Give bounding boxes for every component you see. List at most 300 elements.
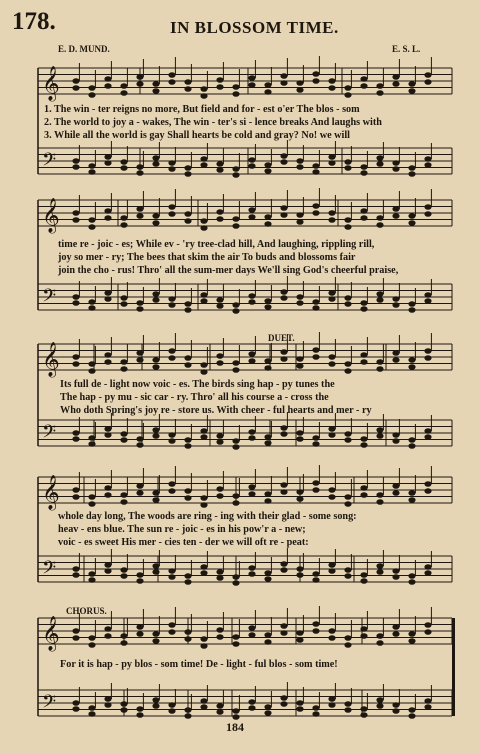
note-head xyxy=(312,169,319,175)
note-head xyxy=(280,561,287,567)
note-head xyxy=(280,701,287,707)
note-head xyxy=(280,489,287,495)
note-head xyxy=(424,292,431,298)
note-head xyxy=(120,165,127,171)
note-head xyxy=(88,501,95,507)
note-head xyxy=(424,629,431,635)
note-head xyxy=(72,700,79,706)
words-credit: E. D. MUND. xyxy=(58,44,110,54)
note-head xyxy=(424,72,431,78)
note-head xyxy=(392,166,399,172)
note-head xyxy=(216,634,223,640)
note-head xyxy=(168,629,175,635)
note-head xyxy=(424,428,431,434)
note-head xyxy=(328,354,335,360)
note-head xyxy=(168,348,175,354)
note-head xyxy=(104,568,111,574)
lyric-line: heav - ens blue. The sun re - joic - es in his pow'r a - new; xyxy=(58,524,306,535)
note-head xyxy=(424,162,431,168)
note-head xyxy=(104,76,111,82)
note-head xyxy=(184,355,191,361)
chorus-marker: CHORUS. xyxy=(66,606,107,616)
note-head xyxy=(184,211,191,217)
note-head xyxy=(184,307,191,313)
note-head xyxy=(184,165,191,171)
note-head xyxy=(248,571,255,577)
note-head xyxy=(248,435,255,441)
duet-marker: DUET. xyxy=(268,333,295,343)
note-head xyxy=(120,431,127,437)
note-head xyxy=(216,360,223,366)
note-head xyxy=(248,705,255,711)
note-head xyxy=(216,84,223,90)
note-head xyxy=(296,572,303,578)
lyric-line: 1. The win - ter reigns no more, But field and for - est o'er The blos - som xyxy=(44,104,360,115)
note-head xyxy=(168,438,175,444)
note-head xyxy=(264,89,271,95)
note-head xyxy=(328,85,335,91)
note-head xyxy=(296,637,303,643)
note-head xyxy=(344,431,351,437)
note-head xyxy=(136,300,143,306)
note-head xyxy=(152,703,159,709)
note-head xyxy=(344,159,351,165)
note-head xyxy=(216,627,223,633)
note-head xyxy=(264,221,271,227)
note-head xyxy=(136,442,143,448)
note-head xyxy=(88,361,95,367)
note-head xyxy=(248,625,255,631)
note-head xyxy=(408,220,415,226)
note-head xyxy=(280,567,287,573)
note-head xyxy=(376,291,383,297)
note-head xyxy=(152,88,159,94)
note-head xyxy=(152,427,159,433)
note-head xyxy=(248,82,255,88)
note-head xyxy=(120,707,127,713)
note-head xyxy=(72,158,79,164)
note-head xyxy=(408,497,415,503)
note-head xyxy=(152,364,159,370)
note-head xyxy=(248,491,255,497)
note-head xyxy=(392,206,399,212)
note-head xyxy=(376,359,383,365)
note-head xyxy=(232,500,239,506)
note-head xyxy=(88,711,95,717)
note-head xyxy=(216,569,223,575)
note-head xyxy=(248,299,255,305)
note-head xyxy=(312,441,319,447)
note-head xyxy=(232,493,239,499)
lyric-line: Who doth Spring's joy re - store us. With cheer - ful hearts and mer - ry xyxy=(60,405,372,416)
note-head xyxy=(216,216,223,222)
bass-clef: 𝄢 xyxy=(42,558,57,583)
note-head xyxy=(136,81,143,87)
note-head xyxy=(296,363,303,369)
note-head xyxy=(152,697,159,703)
note-head xyxy=(216,433,223,439)
note-head xyxy=(280,695,287,701)
note-head xyxy=(104,359,111,365)
note-head xyxy=(328,426,335,432)
note-head xyxy=(264,162,271,168)
note-head xyxy=(200,434,207,440)
note-head xyxy=(424,564,431,570)
note-head xyxy=(88,705,95,711)
note-head xyxy=(296,566,303,572)
note-head xyxy=(424,211,431,217)
note-head xyxy=(328,432,335,438)
note-head xyxy=(216,167,223,173)
note-head xyxy=(312,487,319,493)
note-head xyxy=(360,706,367,712)
note-head xyxy=(264,214,271,220)
note-head xyxy=(120,640,127,646)
note-head xyxy=(136,483,143,489)
note-head xyxy=(232,308,239,314)
note-head xyxy=(168,432,175,438)
note-head xyxy=(360,712,367,718)
note-head xyxy=(88,577,95,583)
note-head xyxy=(120,83,127,89)
note-head xyxy=(88,635,95,641)
note-head xyxy=(376,90,383,96)
note-head xyxy=(152,213,159,219)
note-head xyxy=(200,298,207,304)
note-head xyxy=(136,213,143,219)
note-head xyxy=(264,710,271,716)
note-head xyxy=(232,438,239,444)
note-head xyxy=(200,698,207,704)
note-head xyxy=(72,361,79,367)
note-head xyxy=(424,488,431,494)
note-head xyxy=(328,562,335,568)
note-head xyxy=(424,79,431,85)
note-head xyxy=(328,628,335,634)
note-head xyxy=(296,212,303,218)
note-head xyxy=(72,494,79,500)
note-head xyxy=(264,498,271,504)
note-head xyxy=(328,296,335,302)
note-head xyxy=(344,567,351,573)
note-head xyxy=(360,359,367,365)
note-head xyxy=(296,489,303,495)
note-head xyxy=(88,571,95,577)
note-head xyxy=(312,354,319,360)
note-head xyxy=(248,565,255,571)
treble-clef: 𝄞 xyxy=(42,475,60,510)
note-head xyxy=(72,706,79,712)
note-head xyxy=(312,571,319,577)
note-head xyxy=(72,354,79,360)
note-head xyxy=(136,436,143,442)
note-head xyxy=(296,80,303,86)
note-head xyxy=(104,352,111,358)
note-head xyxy=(136,624,143,630)
note-head xyxy=(72,164,79,170)
note-head xyxy=(312,210,319,216)
note-head xyxy=(296,294,303,300)
note-head xyxy=(408,171,415,177)
note-head xyxy=(296,700,303,706)
note-head xyxy=(296,164,303,170)
note-head xyxy=(136,306,143,312)
note-head xyxy=(376,83,383,89)
note-head xyxy=(136,206,143,212)
note-head xyxy=(72,635,79,641)
note-head xyxy=(312,621,319,627)
note-head xyxy=(104,492,111,498)
note-head xyxy=(376,155,383,161)
note-head xyxy=(408,437,415,443)
note-head xyxy=(88,85,95,91)
lyric-line: The hap - py mu - sic car - ry. Thro' all his course a - cross the xyxy=(60,392,329,403)
note-head xyxy=(280,205,287,211)
note-head xyxy=(408,213,415,219)
note-head xyxy=(72,300,79,306)
note-head xyxy=(168,622,175,628)
note-head xyxy=(344,701,351,707)
note-head xyxy=(392,574,399,580)
note-head xyxy=(280,73,287,79)
note-head xyxy=(264,440,271,446)
note-head xyxy=(72,628,79,634)
note-head xyxy=(264,576,271,582)
note-head xyxy=(168,302,175,308)
page-number: 184 xyxy=(226,720,244,734)
note-head xyxy=(376,161,383,167)
note-head xyxy=(232,360,239,366)
note-head xyxy=(248,157,255,163)
note-head xyxy=(152,638,159,644)
note-head xyxy=(392,74,399,80)
note-head xyxy=(152,497,159,503)
treble-clef: 𝄞 xyxy=(42,342,60,377)
note-head xyxy=(408,81,415,87)
note-head xyxy=(200,495,207,501)
note-head xyxy=(104,215,111,221)
note-head xyxy=(280,482,287,488)
note-head xyxy=(280,356,287,362)
note-head xyxy=(88,305,95,311)
note-head xyxy=(312,71,319,77)
note-head xyxy=(72,572,79,578)
note-head xyxy=(152,81,159,87)
note-head xyxy=(216,77,223,83)
note-head xyxy=(392,160,399,166)
note-head xyxy=(360,208,367,214)
note-head xyxy=(296,706,303,712)
note-head xyxy=(72,430,79,436)
note-head xyxy=(392,483,399,489)
note-head xyxy=(136,712,143,718)
note-head xyxy=(136,74,143,80)
note-head xyxy=(216,303,223,309)
note-head xyxy=(280,623,287,629)
note-head xyxy=(104,626,111,632)
note-head xyxy=(344,217,351,223)
note-head xyxy=(392,708,399,714)
note-head xyxy=(264,570,271,576)
lyric-line: joy so mer - ry; The bees that skim the air To buds and blossoms fair xyxy=(58,252,356,263)
note-head xyxy=(264,434,271,440)
treble-clef: 𝄞 xyxy=(42,66,60,101)
note-head xyxy=(120,573,127,579)
note-head xyxy=(168,568,175,574)
treble-clef: 𝄞 xyxy=(42,616,60,651)
note-head xyxy=(328,154,335,160)
note-head xyxy=(408,713,415,719)
note-head xyxy=(280,630,287,636)
note-head xyxy=(120,159,127,165)
note-head xyxy=(344,642,351,648)
note-head xyxy=(184,707,191,713)
note-head xyxy=(264,365,271,371)
note-head xyxy=(232,580,239,586)
note-head xyxy=(312,163,319,169)
hymn-title: IN BLOSSOM TIME. xyxy=(170,18,339,37)
note-head xyxy=(360,300,367,306)
note-head xyxy=(104,702,111,708)
note-head xyxy=(232,574,239,580)
note-head xyxy=(152,490,159,496)
note-head xyxy=(408,490,415,496)
note-head xyxy=(392,350,399,356)
note-head xyxy=(168,211,175,217)
note-head xyxy=(104,426,111,432)
note-head xyxy=(216,709,223,715)
note-head xyxy=(328,160,335,166)
note-head xyxy=(168,160,175,166)
note-head xyxy=(120,567,127,573)
note-head xyxy=(376,366,383,372)
note-head xyxy=(200,162,207,168)
note-head xyxy=(392,357,399,363)
note-head xyxy=(120,215,127,221)
note-head xyxy=(200,704,207,710)
note-head xyxy=(200,292,207,298)
note-head xyxy=(232,172,239,178)
note-head xyxy=(184,488,191,494)
note-head xyxy=(344,85,351,91)
note-head xyxy=(312,628,319,634)
note-head xyxy=(376,633,383,639)
note-head xyxy=(72,436,79,442)
note-head xyxy=(248,214,255,220)
note-head xyxy=(88,92,95,98)
note-head xyxy=(280,212,287,218)
note-head xyxy=(200,225,207,231)
music-credit: E. S. L. xyxy=(392,44,421,54)
note-head xyxy=(360,83,367,89)
note-head xyxy=(104,485,111,491)
note-head xyxy=(232,367,239,373)
note-head xyxy=(248,75,255,81)
note-head xyxy=(312,78,319,84)
note-head xyxy=(360,76,367,82)
note-head xyxy=(408,579,415,585)
note-head xyxy=(424,348,431,354)
note-head xyxy=(184,171,191,177)
note-head xyxy=(296,356,303,362)
note-head xyxy=(296,87,303,93)
note-head xyxy=(264,632,271,638)
lyric-line: Its full de - light now voic - es. The birds sing hap - py tunes the xyxy=(60,379,335,390)
note-head xyxy=(72,210,79,216)
note-head xyxy=(424,204,431,210)
note-head xyxy=(136,164,143,170)
note-head xyxy=(152,220,159,226)
note-head xyxy=(280,431,287,437)
note-head xyxy=(376,215,383,221)
note-head xyxy=(152,357,159,363)
note-head xyxy=(424,704,431,710)
note-head xyxy=(200,369,207,375)
note-head xyxy=(376,492,383,498)
note-head xyxy=(136,357,143,363)
note-head xyxy=(104,562,111,568)
note-head xyxy=(120,366,127,372)
note-head xyxy=(360,436,367,442)
note-head xyxy=(88,441,95,447)
note-head xyxy=(312,577,319,583)
note-head xyxy=(152,563,159,569)
note-head xyxy=(328,568,335,574)
note-head xyxy=(264,491,271,497)
note-head xyxy=(184,629,191,635)
note-head xyxy=(360,442,367,448)
note-head xyxy=(360,626,367,632)
note-head xyxy=(424,355,431,361)
note-head xyxy=(296,630,303,636)
lyric-line: 2. The world to joy a - wakes, The win - ter's si - lence breaks And laughs with xyxy=(44,117,382,128)
note-head xyxy=(312,435,319,441)
note-head xyxy=(312,203,319,209)
note-head xyxy=(200,86,207,92)
note-head xyxy=(376,697,383,703)
note-head xyxy=(120,301,127,307)
note-head xyxy=(248,293,255,299)
note-head xyxy=(360,306,367,312)
note-head xyxy=(168,574,175,580)
note-head xyxy=(104,160,111,166)
note-head xyxy=(168,708,175,714)
note-head xyxy=(344,494,351,500)
note-head xyxy=(424,156,431,162)
note-head xyxy=(344,361,351,367)
note-head xyxy=(328,217,335,223)
note-head xyxy=(328,210,335,216)
treble-clef: 𝄞 xyxy=(42,198,60,233)
note-head xyxy=(328,494,335,500)
note-head xyxy=(360,578,367,584)
note-head xyxy=(296,158,303,164)
note-head xyxy=(408,638,415,644)
note-head xyxy=(360,164,367,170)
note-head xyxy=(248,207,255,213)
note-head xyxy=(328,78,335,84)
note-head xyxy=(248,429,255,435)
note-head xyxy=(200,218,207,224)
note-head xyxy=(408,573,415,579)
note-head xyxy=(392,702,399,708)
note-head xyxy=(392,631,399,637)
note-head xyxy=(88,169,95,175)
note-head xyxy=(152,433,159,439)
note-head xyxy=(184,579,191,585)
note-head xyxy=(408,357,415,363)
note-head xyxy=(136,490,143,496)
